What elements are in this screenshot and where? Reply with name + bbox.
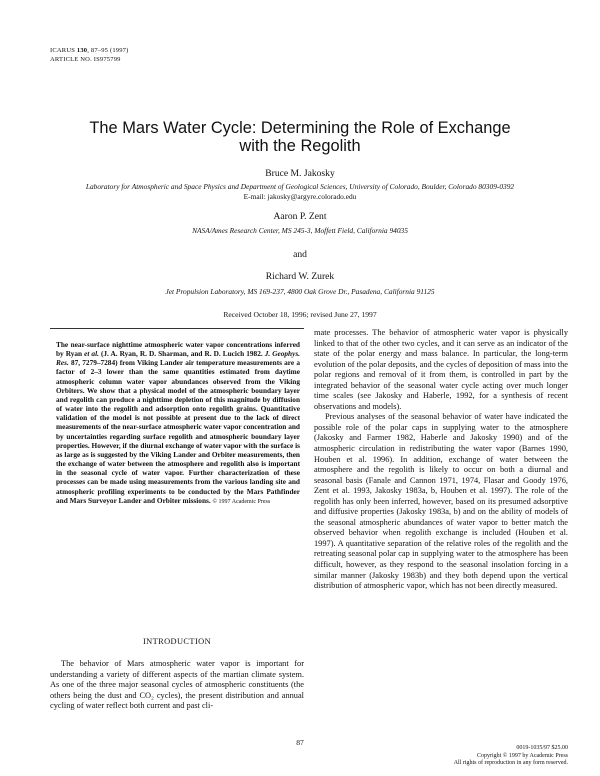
journal-citation [50,46,129,64]
copyright-footer [380,745,568,768]
abstract [56,340,300,507]
abstract-copyright: © 1997 Academic Press [212,498,271,505]
title-line-1: The Mars Water Cycle: Determining the Role of Exchange [89,119,511,137]
page-number: 87 [296,738,304,747]
title-line-2: with the Regolith [239,137,361,155]
author-email: E-mail: jakosky@argyre.colorado.edu [243,191,357,201]
received-dates: Received October 18, 1996; revised June 27, 1997 [223,310,377,319]
affiliation-text: NASA/Ames Research Center, MS 245-3, Moffett Field, California 94035 [192,226,408,235]
abstract-etal: et al. [84,349,99,359]
section-heading: INTRODUCTION [142,637,212,646]
footer-line: 0019-1035/97 $25.00 [516,745,568,751]
journal-volume: 130 [76,47,88,54]
article-number: IS975799 [93,56,121,63]
author-name: Bruce M. Jakosky [265,168,335,179]
paragraph: Previous analyses of the seasonal behavior of water have indicated the possible role of the polar caps in supplying water to the atmosphere (Jakosky and Farmer 1982, Haberle and Jakosky 1990) and of the atmospheric circulation in redistributing the water vapor (Barnes 1990, Houben et al. 1996). In addition, exchange of water between the atmosphere and the regolith is likely to occur on both a diurnal and seasonal basis (Fanale and Cannon 1971, 1974, Flasar and Goody 1976, Zent et al. 1993, Jakosky 1983a, b, Houben et al. 1997). The role of the regolith has only been inferred, however, based on its presumed adsorptive and diffusive properties (Jakosky 1983a, b) and on the ability of models of the seasonal atmospheric abundances of water vapor to better match the observed behavior when regolith exchange is included (Houben et al. 1997). A quantitative separation of the relative roles of the regolith and the retreating seasonal polar cap in supplying water to the atmosphere has been difficult, however, as they respond to the seasonal insolation forcing in a similar manner (Jakosky 1983b) and they both depend upon the vertical distribution of atmospheric vapor, which has not been directly measured. [314,412,568,591]
abstract-text: 87, 7279–7284) from Viking Lander air temperature measurements are a factor of 2–3 lower than the same quantities estimated from daytime atmospheric column water vapor abundances observed from the Viking Orbiters. We show that a physical model of the atmospheric boundary layer and regolith can produce a nighttime depletion of this magnitude by diffusion of water into the regolith and adsorption onto regolith grains. Quantitative validation of the model is not possible at present due to the lack of direct measurements of the near-surface atmospheric water vapor concentration and by uncertainties regarding surface regolith and atmospheric boundary layer properties. However, if the diurnal exchange of water vapor with the surface is as large as is suggested by the Viking Lander and Orbiter measurements, then the exchange of water between the atmosphere and regolith also is important in the seasonal cycle of water vapor. Further characterization of these processes can be made using measurements from the various landing site and atmospheric profiling experiments to be conducted by the Mars Pathfinder and Mars Surveyor Lander and Orbiter missions. [56,358,300,505]
and-separator: and [293,249,307,260]
author-name: Aaron P. Zent [273,211,327,222]
paragraph: The behavior of Mars atmospheric water vapor is important for understanding a variety of different aspects of the martian climate system. As one of the three major seasonal cycles of atmospheric constituents (the others being the dust and CO₂ cycles), the present distribution and annual cycling of water reflect both current and past cli- [50,659,304,711]
footer-line: Copyright © 1997 by Academic Press [476,752,568,759]
journal-name: ICARUS [50,47,76,54]
author-name: Richard W. Zurek [265,271,335,282]
author-affiliation [40,182,560,201]
affiliation-text: Jet Propulsion Laboratory, MS 169-237, 4800 Oak Grove Dr., Pasadena, California 91125 [165,287,435,296]
right-column [314,328,568,592]
abstract-text: (J. A. Ryan, R. D. Sharman, and R. D. Lucich 1982. [98,349,265,359]
paper-title [60,119,540,155]
left-column [50,659,304,712]
abstract-divider [50,328,304,329]
abstract-text: The near-surface nighttime atmospheric water vapor concentrations inferred by Ryan [56,340,300,359]
abstract-journal: J. Geophys. Res. [56,349,300,368]
article-label: ARTICLE NO. [50,56,92,63]
journal-pages: , 87–95 (1997) [87,47,129,54]
footer-line: All rights of reproduction in any form reserved. [453,760,568,767]
affiliation-text: Laboratory for Atmospheric and Space Physics and Department of Geological Sciences, University of Colorado, Boulder, Colorado 80309-0392 [85,182,515,191]
paragraph: mate processes. The behavior of atmospheric water vapor is physically linked to that of the other two cycles, and it can serve as an indicator of the state of the polar energy and mass balance. In particular, the long-term evolution of the polar deposits, and the cycles of deposition of mass into the polar regions and removal of it from them, is controlled in part by the integrated behavior of the seasonal water cycle acting over much longer time scales (see Jakosky and Haberle, 1992, for a synthesis of recent observations and models). [314,328,568,411]
